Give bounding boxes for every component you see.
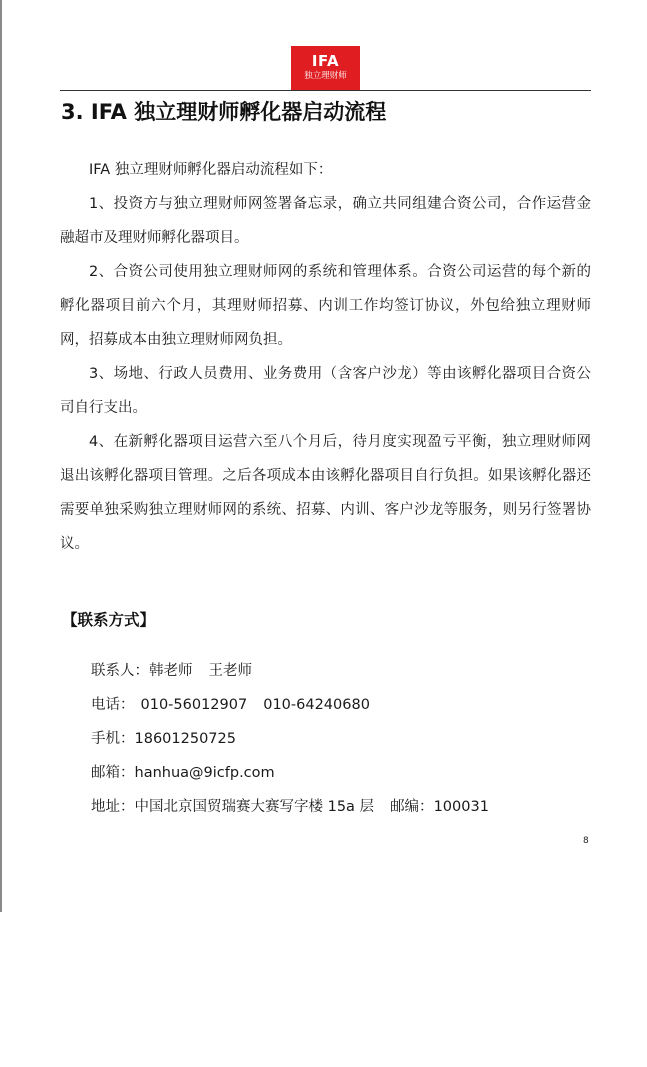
contact-mobile-line: [91, 722, 591, 756]
contact-person-line: [91, 654, 591, 688]
contact-address-label: 地址：: [91, 799, 135, 815]
contact-person-2: 王老师: [208, 663, 252, 679]
contact-person-label: 联系人：: [91, 663, 149, 679]
contact-phone-2[interactable]: 010-64240680: [263, 697, 370, 713]
logo-main-text: IFA: [311, 52, 340, 70]
contact-mobile-label: 手机：: [91, 731, 135, 747]
ifa-logo: [291, 46, 360, 90]
contact-phone-1[interactable]: 010-56012907: [140, 697, 248, 713]
contact-list: [91, 654, 591, 824]
logo-sub-text: 独立理财师: [304, 71, 347, 81]
contact-email[interactable]: hanhua@9icfp.com: [134, 765, 275, 781]
step-2-paragraph: 2、合资公司使用独立理财师网的系统和管理体系。合资公司运营的每个新的孵化器项目前六个月，其理财师招募、内训工作均签订协议，外包给独立理财师网，招募成本由独立理财师网负担。: [60, 264, 591, 348]
intro-paragraph: IFA 独立理财师孵化器启动流程如下：: [89, 162, 333, 178]
page-left-edge: [0, 0, 2, 912]
contact-heading: 【联系方式】: [62, 611, 156, 629]
page-number: 8: [583, 836, 589, 846]
contact-address-line: [91, 790, 591, 824]
contact-phone-line: [91, 688, 591, 722]
step-4-paragraph: 4、在新孵化器项目运营六至八个月后，待月度实现盈亏平衡，独立理财师网退出该孵化器项目管理。之后各项成本由该孵化器项目自行负担。如果该孵化器还需要单独采购独立理财师网的系统、招募、内训、客户沙龙等服务，则另行签署协议。: [60, 434, 591, 552]
body-text: [60, 153, 591, 561]
contact-postcode-label: 邮编：: [390, 799, 434, 815]
contact-address: 中国北京国贸瑞赛大赛写字楼 15a 层: [134, 799, 375, 815]
contact-postcode: 100031: [433, 799, 489, 815]
contact-person-1: 韩老师: [149, 663, 193, 679]
header-divider: [60, 90, 591, 91]
contact-phone-label: 电话：: [91, 697, 135, 713]
step-1-paragraph: 1、投资方与独立理财师网签署备忘录，确立共同组建合资公司，合作运营金融超市及理财师孵化器项目。: [60, 196, 591, 246]
contact-email-label: 邮箱：: [91, 765, 135, 781]
step-3-paragraph: 3、场地、行政人员费用、业务费用（含客户沙龙）等由该孵化器项目合资公司自行支出。: [60, 366, 591, 416]
section-title: 3. IFA 独立理财师孵化器启动流程: [61, 100, 387, 124]
contact-email-line: [91, 756, 591, 790]
contact-mobile[interactable]: 18601250725: [134, 731, 236, 747]
